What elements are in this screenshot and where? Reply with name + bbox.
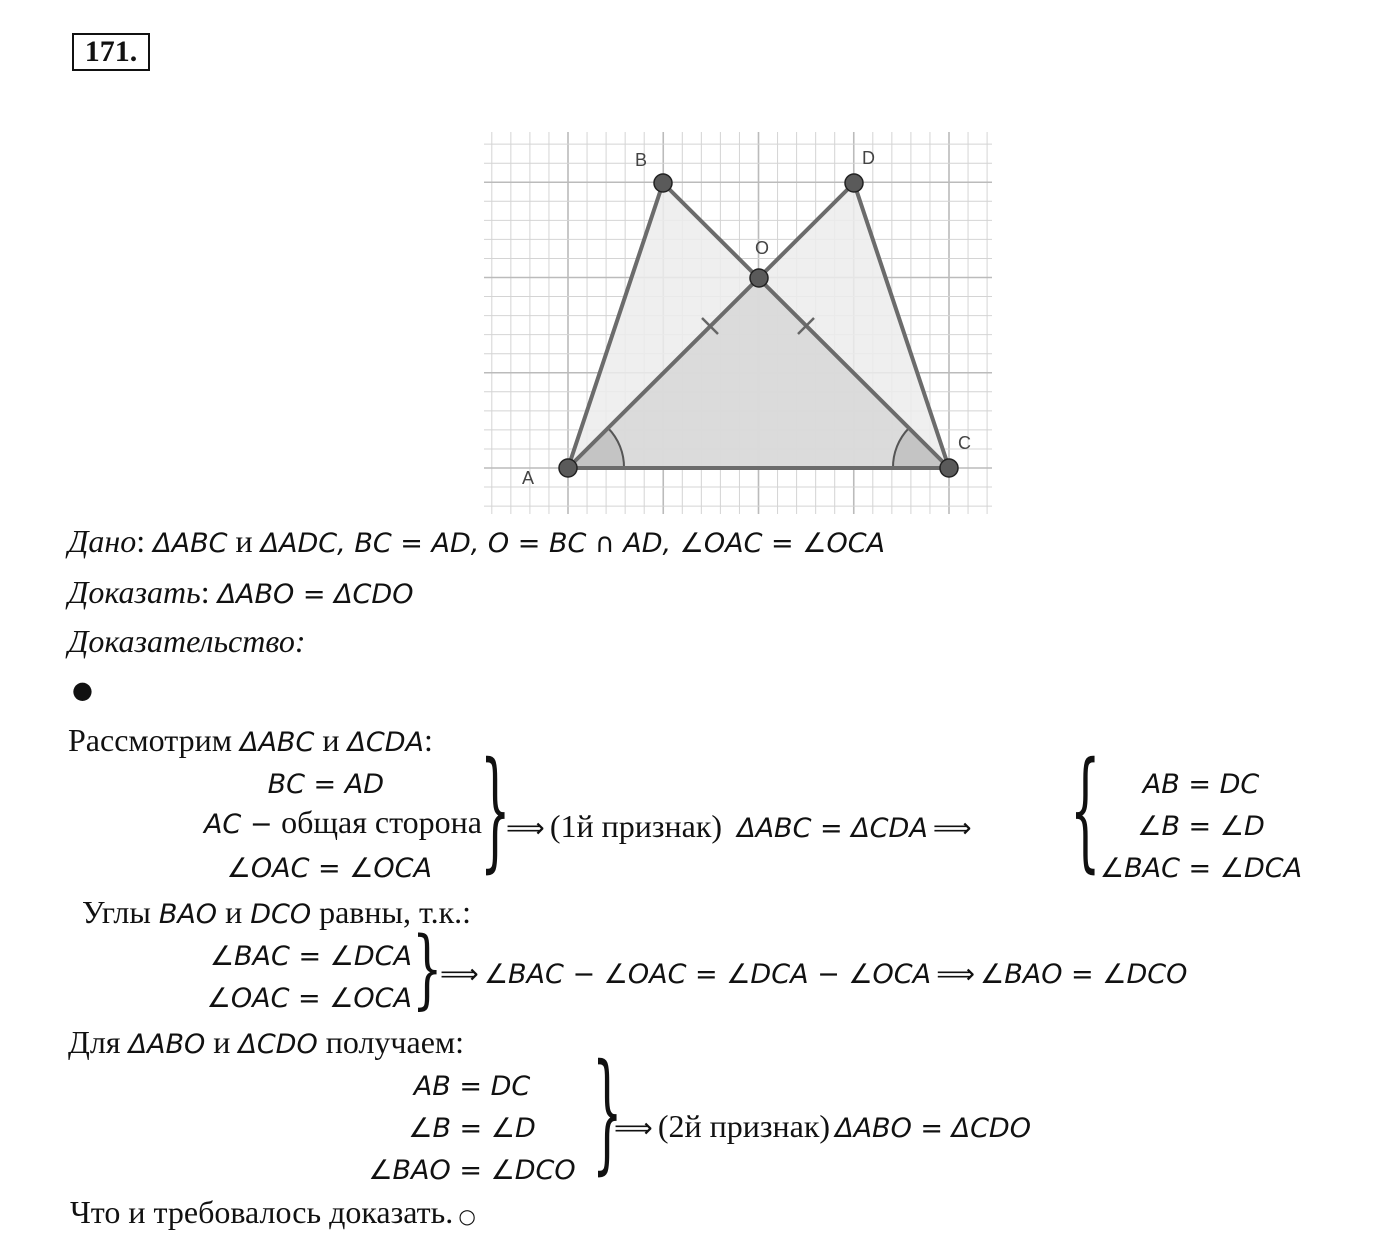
step1-intro-text: Рассмотрим bbox=[68, 722, 240, 758]
given-line bbox=[68, 525, 885, 557]
bullet: ● bbox=[72, 676, 93, 704]
point-b bbox=[654, 174, 672, 192]
given-t2: ΔADC, BC = AD, O = BC ∩ AD, ∠OAC = ∠OCA bbox=[260, 528, 886, 559]
proof-label: Доказательство: bbox=[68, 623, 306, 659]
step3-conditions bbox=[350, 1066, 594, 1192]
step1-result: ΔABC = ΔCDA bbox=[737, 813, 928, 844]
given-and: и bbox=[227, 523, 261, 559]
label-c: C bbox=[958, 433, 971, 453]
step2-cond-1: ∠BAC = ∠DCA bbox=[209, 941, 412, 972]
step2-right-brace: } bbox=[412, 918, 443, 1020]
point-o bbox=[750, 269, 768, 287]
step1-left-brace: { bbox=[1070, 735, 1101, 887]
given-label: Дано bbox=[68, 523, 137, 559]
step1-cond-3 bbox=[204, 848, 482, 890]
step3-cond-2: ∠B = ∠D bbox=[408, 1113, 536, 1144]
step3-implication bbox=[614, 1110, 1031, 1142]
prove-sep: : bbox=[200, 574, 218, 610]
step3-text-a: Для bbox=[68, 1024, 129, 1060]
step2-angle-1: BAO bbox=[158, 899, 218, 930]
step1-res-2: ∠B = ∠D bbox=[1137, 811, 1265, 842]
label-a: A bbox=[522, 468, 535, 488]
step1-colon: : bbox=[424, 722, 433, 758]
step2-angle-2: DCO bbox=[250, 899, 312, 930]
given-t1: ΔABC bbox=[153, 528, 228, 559]
step2-conditions bbox=[160, 936, 412, 1020]
step1-cond-2 bbox=[204, 806, 482, 848]
step1-cond-1-text: BC = AD bbox=[267, 769, 384, 800]
step1-and: и bbox=[314, 722, 348, 758]
prove-statement: ΔABO = ΔCDO bbox=[217, 579, 414, 610]
step2-cond-2: ∠OAC = ∠OCA bbox=[206, 983, 412, 1014]
step2-text-b: и bbox=[217, 894, 251, 930]
label-o: O bbox=[755, 238, 770, 258]
step3-triangle-1: ΔABO bbox=[128, 1029, 206, 1060]
step1-res-3: ∠BAC = ∠DCA bbox=[1099, 853, 1303, 884]
step1-conditions bbox=[204, 764, 482, 890]
step1-res-1: AB = DC bbox=[1142, 769, 1260, 800]
step1-arrow-2: ⟹ bbox=[932, 813, 972, 844]
step1-cond-2-text: общая сторона bbox=[281, 804, 482, 840]
step2-implication bbox=[440, 961, 1187, 988]
step3-cond-3: ∠BAO = ∠DCO bbox=[368, 1155, 576, 1186]
step2-arrow-2: ⟹ bbox=[936, 959, 975, 990]
given-sep: : bbox=[136, 523, 154, 559]
step3-intro bbox=[68, 1026, 464, 1058]
step1-criterion: (1й признак) bbox=[549, 808, 723, 844]
step2-result: ∠BAO = ∠DCO bbox=[980, 959, 1188, 990]
end-mark: ○ bbox=[458, 1204, 476, 1228]
step3-result: ΔABO = ΔCDO bbox=[835, 1113, 1031, 1144]
step3-text-b: и bbox=[205, 1024, 239, 1060]
step3-text-c: получаем: bbox=[317, 1024, 465, 1060]
step3-criterion: (2й признак) bbox=[657, 1108, 831, 1144]
step2-expression: ∠BAC − ∠OAC = ∠DCA − ∠OCA bbox=[483, 959, 932, 990]
point-c bbox=[940, 459, 958, 477]
step2-text-a: Углы bbox=[82, 894, 159, 930]
step1-implication bbox=[506, 810, 972, 842]
conclusion-text: Что и требовалось доказать. bbox=[70, 1194, 454, 1230]
label-d: D bbox=[862, 148, 875, 168]
problem-number: 171. bbox=[72, 33, 150, 71]
step2-arrow-1: ⟹ bbox=[440, 959, 479, 990]
step1-cond-2-math: AC bbox=[203, 809, 242, 840]
step1-arrow-1: ⟹ bbox=[506, 813, 545, 844]
point-d bbox=[845, 174, 863, 192]
prove-line bbox=[68, 576, 413, 608]
step1-intro bbox=[68, 724, 433, 756]
step3-right-brace: } bbox=[592, 1037, 623, 1189]
step1-triangle-1: ΔABC bbox=[239, 727, 315, 758]
step1-cond-2-dash: − bbox=[241, 809, 282, 840]
step1-triangle-2: ΔCDA bbox=[347, 727, 425, 758]
conclusion-line bbox=[70, 1196, 476, 1228]
prove-label: Доказать bbox=[68, 574, 201, 610]
geometry-figure bbox=[480, 128, 1000, 520]
step1-right-brace: } bbox=[480, 735, 511, 887]
step3-cond-1: AB = DC bbox=[413, 1071, 531, 1102]
label-b: B bbox=[635, 150, 648, 170]
step3-arrow: ⟹ bbox=[614, 1113, 653, 1144]
point-a bbox=[559, 459, 577, 477]
step3-triangle-2: ΔCDO bbox=[238, 1029, 318, 1060]
step1-cond-1 bbox=[204, 764, 482, 806]
step1-results bbox=[1088, 764, 1314, 890]
step2-text-c: равны, т.к.: bbox=[311, 894, 472, 930]
step1-cond-3-text: ∠OAC = ∠OCA bbox=[226, 853, 432, 884]
